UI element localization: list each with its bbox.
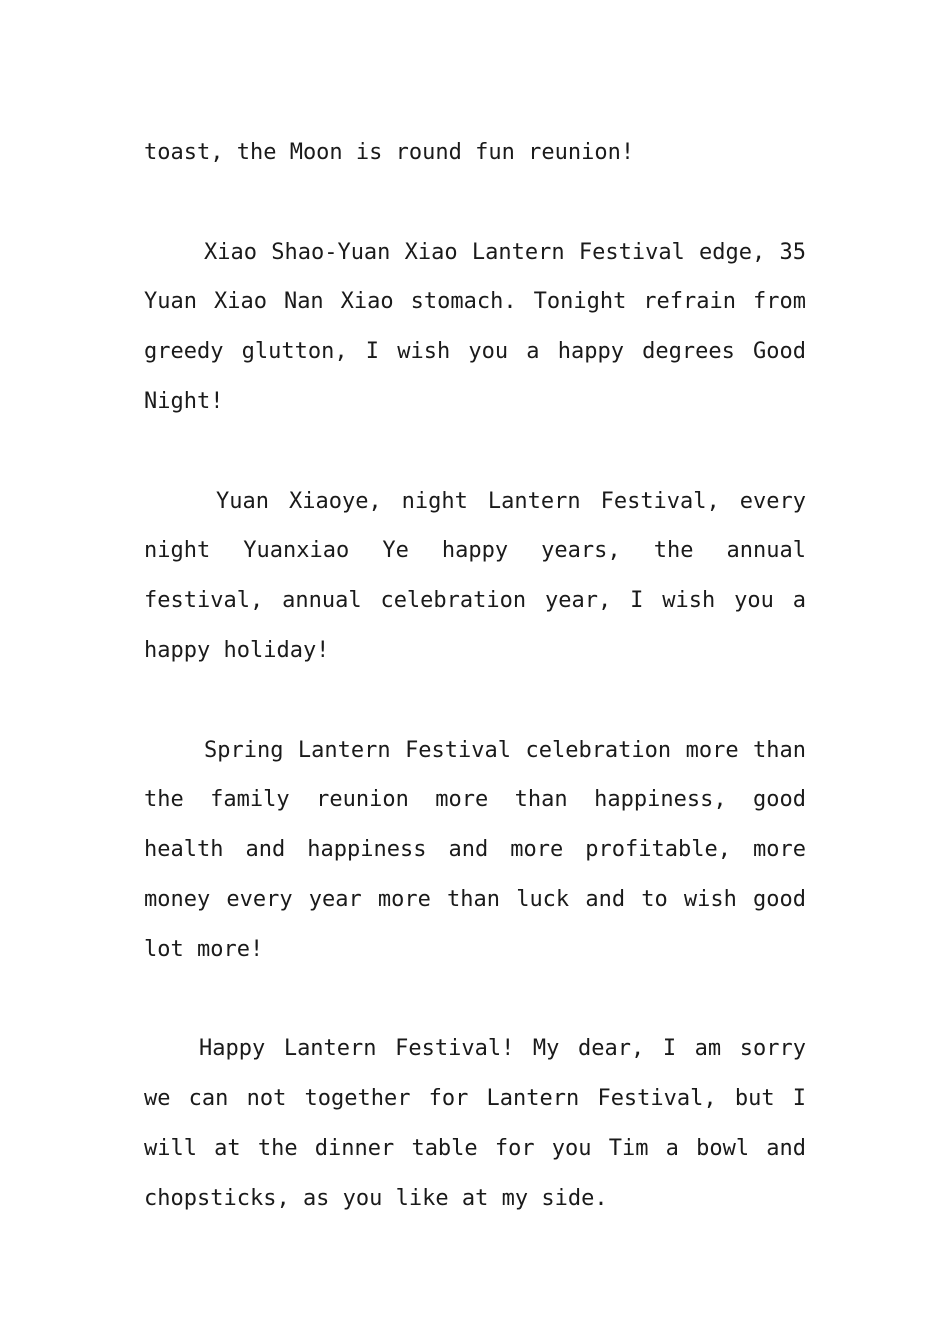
paragraph-continuation: toast, the Moon is round fun reunion!: [144, 140, 635, 165]
document-body: [144, 128, 806, 1273]
paragraph: Happy Lantern Festival! My dear, I am sorry we can not together for Lantern Festival, but I will at the dinner table for you Tim a bowl and chopsticks, as you like at my side.: [144, 1036, 806, 1211]
paragraph: Spring Lantern Festival celebration more than the family reunion more than happiness, good health and happiness and more profitable, more money every year more than luck and to wish good lot more!: [144, 737, 806, 962]
paragraph: Yuan Xiaoye, night Lantern Festival, every night Yuanxiao Ye happy years, the annual festival, annual celebration year, I wish you a happy holiday!: [144, 488, 806, 663]
paragraph: Xiao Shao-Yuan Xiao Lantern Festival edge, 35 Yuan Xiao Nan Xiao stomach. Tonight refrain from greedy glutton, I wish you a happy degrees Good Night!: [144, 239, 806, 414]
